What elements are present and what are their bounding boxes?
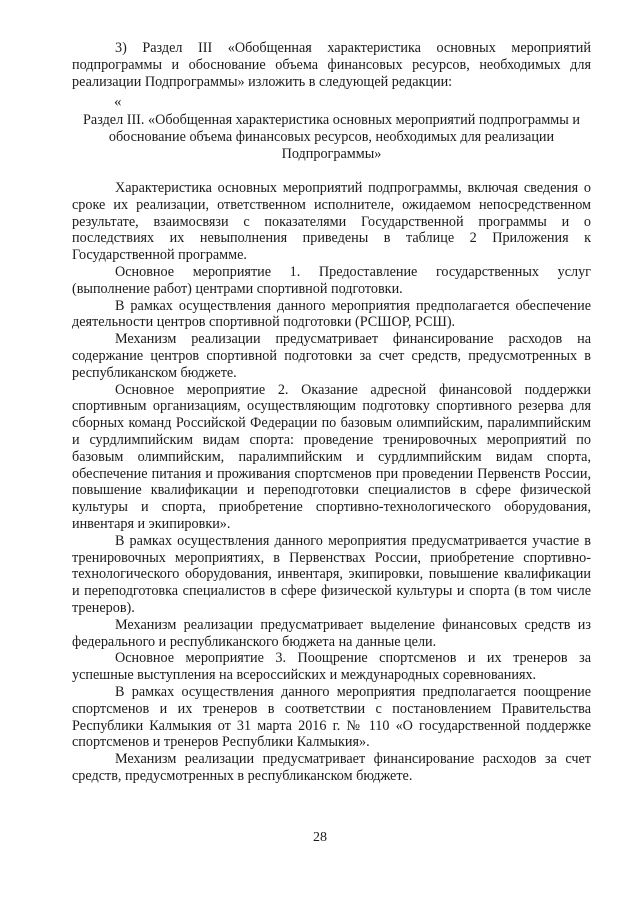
section-heading: Раздел III. «Обобщенная характеристика основных мероприятий подпрограммы и обоснование объема финансовых ресурсов, необходимых для реализации Подпрограммы» [83, 112, 580, 162]
paragraph-measure-3: Основное мероприятие 3. Поощрение спортсменов и их тренеров за успешные выступления на всероссийских и международных соревнованиях. [72, 650, 591, 684]
paragraph-measure-1: Основное мероприятие 1. Предоставление государственных услуг (выполнение работ) центрами спортивной подготовки. [72, 263, 591, 297]
paragraph-measure-2-mechanism: Механизм реализации предусматривает выделение финансовых средств из федерального и республиканского бюджета на данные цели. [72, 616, 591, 650]
main-text [72, 180, 591, 785]
paragraph-measure-2: Основное мероприятие 2. Оказание адресной финансовой поддержки спортивным организациям, осуществляющим подготовку спортивного резерва для сборных команд Российской Федерации по базовым олимпийским, паралимпийским и сурдлимпийским видам спорта: проведение тренировочных мероприятий по базовым олимпийским, паралимпийским и сурдлимпийским видам спорта, обеспечение питания и проживания спортсменов при проведении Первенств России, повышение квалификации и переподготовки специалистов в сфере физической культуры и спорта, приобретение спортивно-технологического оборудования, инвентаря и экипировки». [72, 381, 591, 532]
intro-block [72, 40, 591, 90]
paragraph-characteristics: Характеристика основных мероприятий подпрограммы, включая сведения о сроке их реализации, ответственном исполнителе, ожидаемом непосредственном результате, взаимосвязи с показателями Государственной программы и о последствиях их невыполнения приведены в таблице 2 Приложения к Государственной программе. [72, 180, 591, 264]
paragraph-measure-3-scope: В рамках осуществления данного мероприятия предполагается поощрение спортсменов и их тренеров в соответствии с постановлением Правительства Республики Калмыкия от 31 марта 2016 г. № 110 «О государственной поддержке спортсменов и тренеров Республики Калмыкия». [72, 683, 591, 751]
paragraph-measure-1-mechanism: Механизм реализации предусматривает финансирование расходов на содержание центров спортивной подготовки за счет средств, предусмотренных в республиканском бюджете. [72, 331, 591, 381]
paragraph-measure-1-scope: В рамках осуществления данного мероприятия предполагается обеспечение деятельности центров спортивной подготовки (РСШОР, РСШ). [72, 297, 591, 331]
paragraph-measure-2-scope: В рамках осуществления данного мероприятия предусматривается участие в тренировочных мероприятиях, в Первенствах России, приобретение спортивно-технологического оборудования, инвентаря, экипировки, повышение квалификации и переподготовка специалистов в сфере физической культуры и спорта (в том числе тренеров). [72, 532, 591, 616]
page-number: 28 [313, 830, 327, 845]
open-quote-mark: « [114, 94, 122, 110]
intro-paragraph: 3) Раздел III «Обобщенная характеристика основных мероприятий подпрограммы и обоснование объема финансовых ресурсов, необходимых для реализации Подпрограммы» изложить в следующей редакции: [72, 40, 591, 90]
paragraph-measure-3-mechanism: Механизм реализации предусматривает финансирование расходов за счет средств, предусмотренных в республиканском бюджете. [72, 751, 591, 784]
